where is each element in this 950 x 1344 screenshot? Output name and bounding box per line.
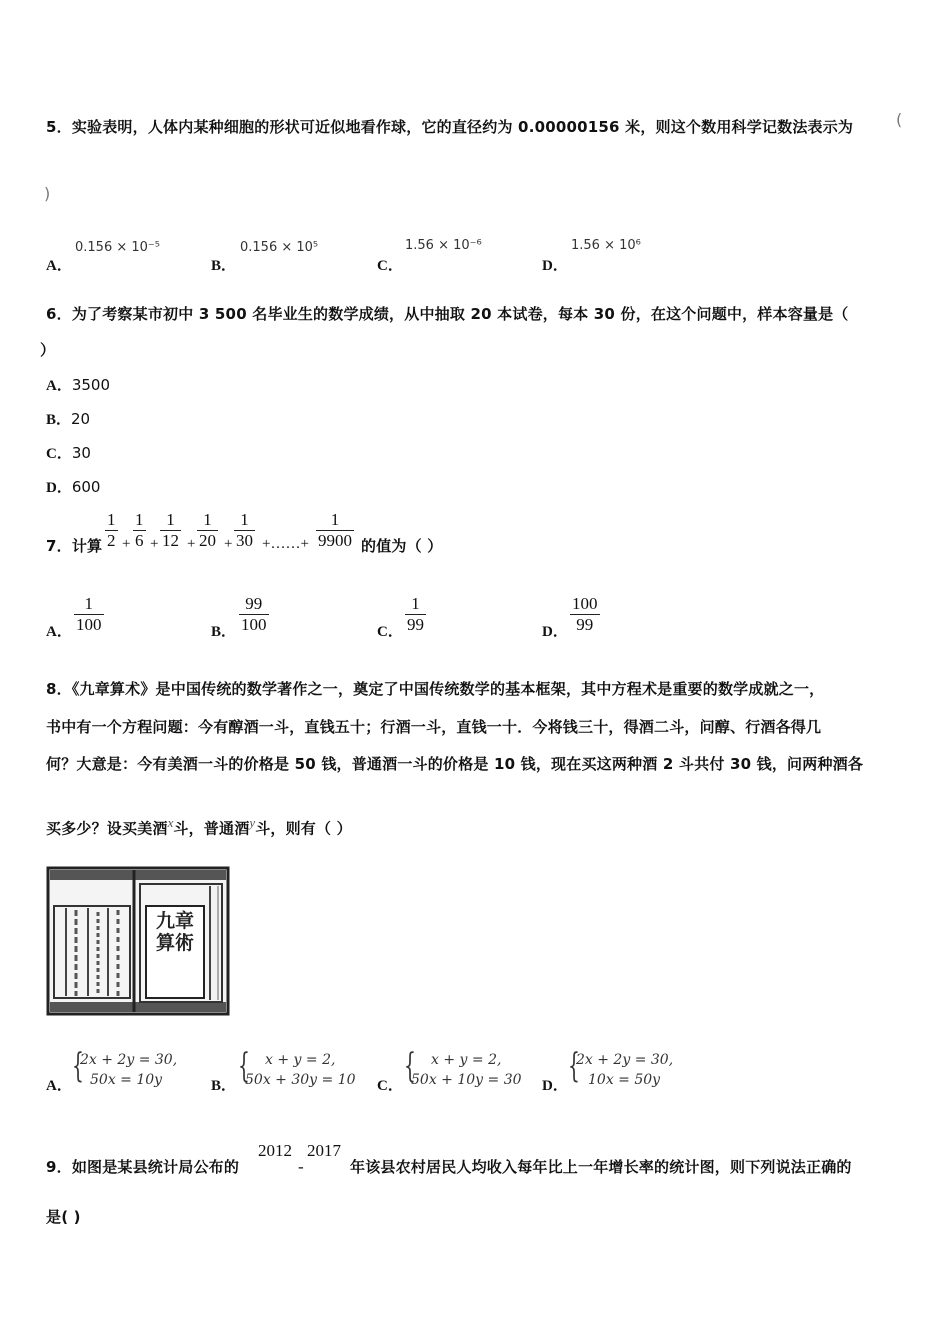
- q5-option-d-value: 1.56 × 10⁶: [571, 238, 641, 253]
- q6-stem-line1: 6．为了考察某市初中 3 500 名毕业生的数学成绩，从中抽取 20 本试卷，每本 30 份，在这个问题中，样本容量是（: [46, 305, 849, 323]
- q7-plus-2: +: [150, 536, 159, 552]
- q8-option-c-eq2: 50x + 10y = 30: [411, 1072, 522, 1088]
- book-title: 九章算術: [155, 910, 194, 954]
- q7-term-1-num: 1: [107, 510, 116, 529]
- q5-option-a-label: A．: [46, 258, 72, 274]
- q9-stem-prefix: 9．如图是某县统计局公布的: [46, 1158, 240, 1176]
- q8-line4-part3: 斗，则有（ ）: [255, 819, 352, 838]
- q7-term-4-num: 1: [203, 510, 212, 529]
- q8-stem-line2: 书中有一个方程问题：今有醇酒一斗，直钱五十；行酒一斗，直钱一十．今将钱三十，得酒二斗，问醇、行酒各得几: [46, 718, 822, 736]
- q7-term-4: [197, 510, 218, 551]
- q7-option-d-label: D．: [542, 624, 568, 640]
- q6-option-c-value: 30: [71, 444, 91, 462]
- q8-option-b-label: B．: [211, 1078, 237, 1094]
- q8-line4-part2: 斗，普通酒: [173, 819, 250, 838]
- q7-term-2-num: 1: [135, 510, 144, 529]
- q8-option-c-label: C．: [377, 1078, 403, 1094]
- q8-stem-line4: [46, 815, 352, 838]
- q7-plus-1: +: [122, 536, 131, 552]
- q8-option-c-brace-icon: {: [404, 1046, 416, 1086]
- q6-option-a-value: 3500: [71, 376, 111, 394]
- q7-ellipsis: +……+: [262, 536, 309, 552]
- q7-term-1: [105, 510, 118, 551]
- q5-option-b-value: 0.156 × 10⁵: [240, 240, 319, 255]
- q7-option-d-den: 99: [570, 614, 600, 635]
- q8-option-a-system: [80, 1050, 177, 1090]
- q9-stem-suffix: 年该县农村居民人均收入每年比上一年增长率的统计图，则下列说法正确的: [350, 1158, 852, 1176]
- q7-term-2-den: 6: [135, 531, 144, 550]
- q7-option-c-frac: [405, 594, 426, 635]
- q8-option-c-eq1: x + y = 2,: [431, 1052, 502, 1068]
- q8-option-d-eq2: 10x = 50y: [588, 1072, 661, 1088]
- q6-option-b-value: 20: [71, 410, 91, 428]
- q6-option-a-label: A．: [46, 378, 72, 394]
- q8-option-d-label: D．: [542, 1078, 568, 1094]
- q5-close-paren: ): [44, 184, 51, 203]
- q8-line4-part1: 买多少？设买美酒: [46, 819, 168, 838]
- q7-option-a-label: A．: [46, 624, 72, 640]
- q6-option-d-label: D．: [46, 480, 72, 496]
- q5-stem: 5．实验表明，人体内某种细胞的形状可近似地看作球，它的直径约为 0.00000156 米，则这个数用科学记数法表示为: [46, 118, 854, 136]
- q7-term-1-den: 2: [107, 531, 116, 550]
- q8-option-b-brace-icon: {: [238, 1046, 250, 1086]
- q5-open-paren: (: [896, 110, 903, 129]
- q6-option-d-value: 600: [71, 478, 101, 496]
- q6-option-b: [46, 408, 90, 429]
- q8-option-a-brace-icon: {: [72, 1046, 84, 1086]
- q7-term-3-num: 1: [166, 510, 175, 529]
- q6-option-a: [46, 374, 110, 395]
- q7-option-d-frac: [570, 594, 600, 635]
- q6-option-c: [46, 442, 91, 463]
- q7-term-last-den: 9900: [318, 531, 352, 550]
- q7-term-2: [133, 510, 146, 551]
- q8-stem-line1: 8．《九章算术》是中国传统的数学著作之一，奠定了中国传统数学的基本框架，其中方程术是重要的数学成就之一，: [46, 680, 825, 698]
- q8-option-c-system: [411, 1050, 522, 1090]
- q8-option-d-system: [576, 1050, 673, 1090]
- q8-option-b-eq2: 50x + 30y = 10: [245, 1072, 356, 1088]
- q7-term-3: [160, 510, 181, 551]
- q7-term-last: [316, 510, 354, 551]
- q7-term-4-den: 20: [199, 531, 216, 550]
- q8-option-d-brace-icon: {: [568, 1046, 580, 1086]
- q6-option-c-label: C．: [46, 446, 72, 462]
- q7-option-a-frac: [74, 594, 104, 635]
- q8-option-a-eq2: 50x = 10y: [90, 1072, 163, 1088]
- q7-option-d-num: 100: [572, 594, 598, 613]
- q9-stem-line2: 是( ): [46, 1208, 81, 1226]
- q8-var-y: y: [249, 815, 256, 830]
- q9-year-start: 2012: [258, 1141, 292, 1160]
- q5-option-c-value: 1.56 × 10⁻⁶: [405, 238, 482, 253]
- q7-option-b-label: B．: [211, 624, 237, 640]
- q7-term-5: [234, 510, 255, 551]
- q8-stem-line3: 何？大意是：今有美酒一斗的价格是 50 钱，普通酒一斗的价格是 10 钱，现在买这两种酒 2 斗共付 30 钱，问两种酒各: [46, 755, 864, 773]
- q5-option-b-label: B．: [211, 258, 237, 274]
- q8-option-a-label: A．: [46, 1078, 72, 1094]
- q6-option-b-label: B．: [46, 412, 72, 428]
- q7-term-5-den: 30: [236, 531, 253, 550]
- q7-option-a-num: 1: [84, 594, 93, 613]
- q7-plus-4: +: [224, 536, 233, 552]
- book-cover-image: [46, 866, 230, 1016]
- q7-option-c-label: C．: [377, 624, 403, 640]
- q7-option-c-num: 1: [411, 594, 420, 613]
- q7-prefix: 7．计算: [46, 537, 103, 555]
- q8-var-x: x: [167, 815, 174, 830]
- q7-suffix: 的值为（ ）: [361, 537, 443, 555]
- q8-option-d-eq1: 2x + 2y = 30,: [576, 1052, 674, 1068]
- q9-dash: -: [298, 1157, 304, 1176]
- q9-year-end: 2017: [307, 1141, 341, 1160]
- q7-term-last-num: 1: [330, 510, 340, 529]
- book-illustration: [46, 866, 230, 1016]
- q7-plus-3: +: [187, 536, 196, 552]
- q5-option-c-label: C．: [377, 258, 403, 274]
- q6-option-d: [46, 476, 100, 497]
- q7-option-c-den: 99: [407, 615, 424, 634]
- q7-option-b-frac: [239, 594, 269, 635]
- q7-term-3-den: 12: [162, 531, 179, 550]
- q8-option-b-eq1: x + y = 2,: [265, 1052, 336, 1068]
- q5-option-a-value: 0.156 × 10⁻⁵: [75, 240, 160, 255]
- q7-term-5-num: 1: [240, 510, 249, 529]
- q6-stem-line2: ）: [40, 341, 56, 359]
- q5-option-d-label: D．: [542, 258, 568, 274]
- q7-option-b-den: 100: [241, 615, 267, 634]
- q8-option-a-eq1: 2x + 2y = 30,: [80, 1052, 178, 1068]
- q8-option-b-system: [245, 1050, 356, 1090]
- q7-option-a-den: 100: [76, 615, 102, 634]
- q7-option-b-num: 99: [245, 594, 263, 613]
